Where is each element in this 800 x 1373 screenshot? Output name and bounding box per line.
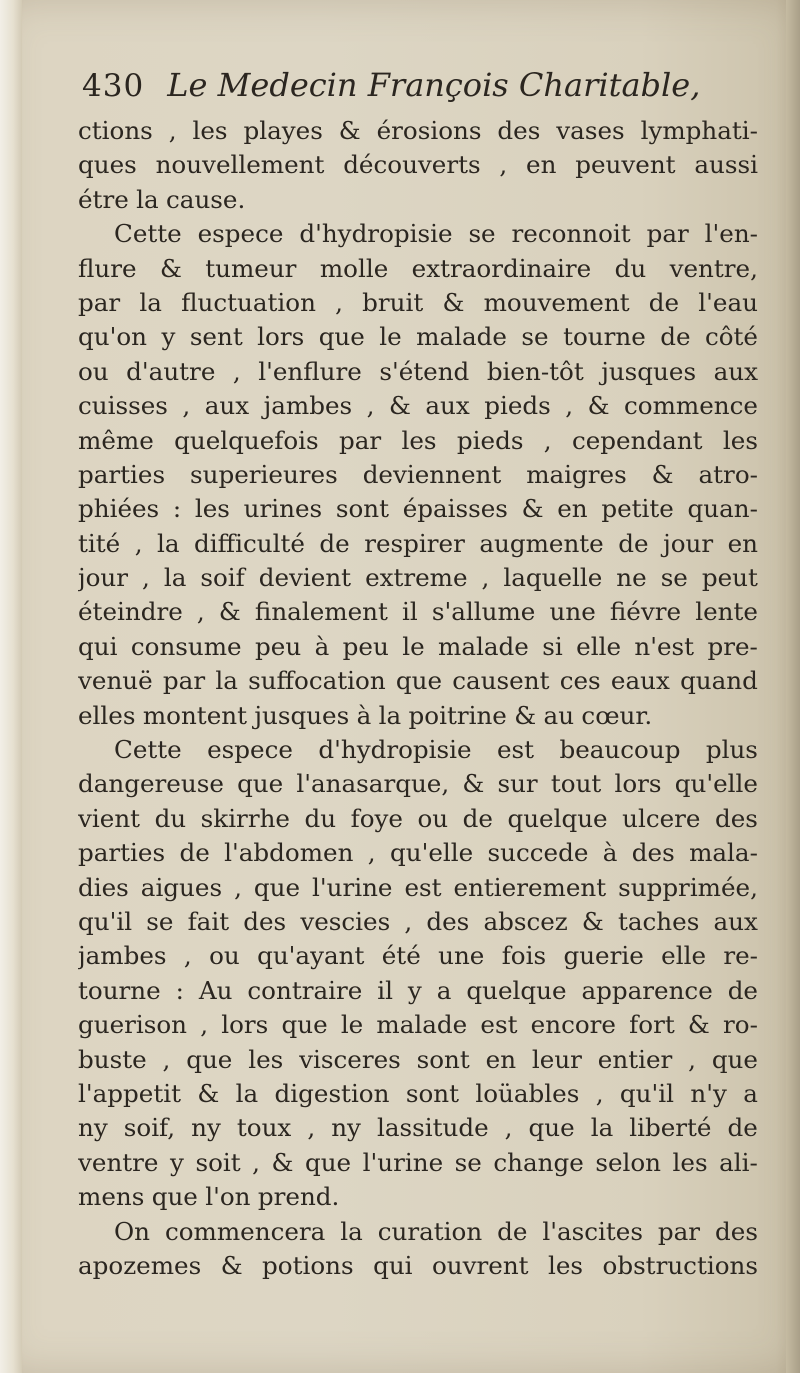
page-number: 430 (82, 68, 145, 104)
text-line: étre la cause. (78, 184, 246, 214)
text-line: dies aigues , que l'urine est entierement supprimée, (78, 872, 758, 902)
text-line: qu'on y sent lors que le malade se tourne de côté (78, 322, 758, 352)
text-line: éteindre , & finalement il s'allume une fiévre lente (78, 597, 758, 627)
text-line: On commencera la curation de l'ascites par des (114, 1216, 758, 1246)
text-line: ou d'autre , l'enflure s'étend bien-tôt jusques aux (78, 356, 758, 386)
text-line: Cette espece d'hydropisie se reconnoit par l'en- (114, 219, 758, 249)
text-line: par la fluctuation , bruit & mouvement de l'eau (78, 287, 758, 317)
text-line: cuisses , aux jambes , & aux pieds , & commence (78, 391, 758, 421)
text-line: ques nouvellement découverts , en peuvent aussi (78, 150, 758, 180)
text-line: parties superieures deviennent maigres & atro- (78, 459, 758, 489)
text-line: parties de l'abdomen , qu'elle succede à des mala- (78, 838, 758, 868)
text-line: qu'il se fait des vescies , des abscez & taches aux (78, 906, 758, 936)
text-line: même quelquefois par les pieds , cependant les (78, 425, 758, 455)
text-line: vient du skirrhe du foye ou de quelque ulcere des (78, 803, 758, 833)
text-line: tité , la difficulté de respirer augmente de jour en (78, 528, 758, 558)
text-line: guerison , lors que le malade est encore fort & ro- (78, 1010, 758, 1040)
text-line: flure & tumeur molle extraordinaire du ventre, (78, 253, 758, 283)
text-line: ctions , les playes & érosions des vases lymphati- (78, 116, 758, 145)
text-line: phiées : les urines sont épaisses & en petite quan- (78, 494, 758, 524)
text-line: mens que l'on prend. (78, 1182, 340, 1212)
running-title: Le Medecin François Charitable, (167, 66, 701, 104)
text-body (78, 114, 758, 1283)
text-line: jour , la soif devient extreme , laquelle ne se peut (78, 563, 758, 593)
text-line: tourne : Au contraire il y a quelque apparence de (78, 975, 758, 1005)
text-line: l'appetit & la digestion sont loüables , qu'il n'y a (78, 1078, 758, 1108)
text-line: qui consume peu à peu le malade si elle n'est pre- (78, 631, 758, 661)
text-line: jambes , ou qu'ayant été une fois guerie elle re- (78, 941, 758, 971)
text-line: ny soif, ny toux , ny lassitude , que la liberté de (78, 1113, 758, 1143)
text-line: apozemes & potions qui ouvrent les obstructions (78, 1250, 758, 1280)
text-line: buste , que les visceres sont en leur entier , que (78, 1044, 758, 1074)
text-line: ventre y soit , & que l'urine se change selon les ali- (78, 1147, 758, 1177)
text-line: Cette espece d'hydropisie est beaucoup plus (114, 735, 758, 765)
page-gutter-shadow (0, 0, 22, 1373)
text-line: dangereuse que l'anasarque, & sur tout lors qu'elle (78, 769, 758, 799)
text-line: elles montent jusques à la poitrine & au cœur. (78, 700, 653, 730)
text-line: venuë par la suffocation que causent ces eaux quand (78, 666, 758, 696)
running-header (82, 66, 742, 114)
page-edge-shadow (786, 0, 800, 1373)
